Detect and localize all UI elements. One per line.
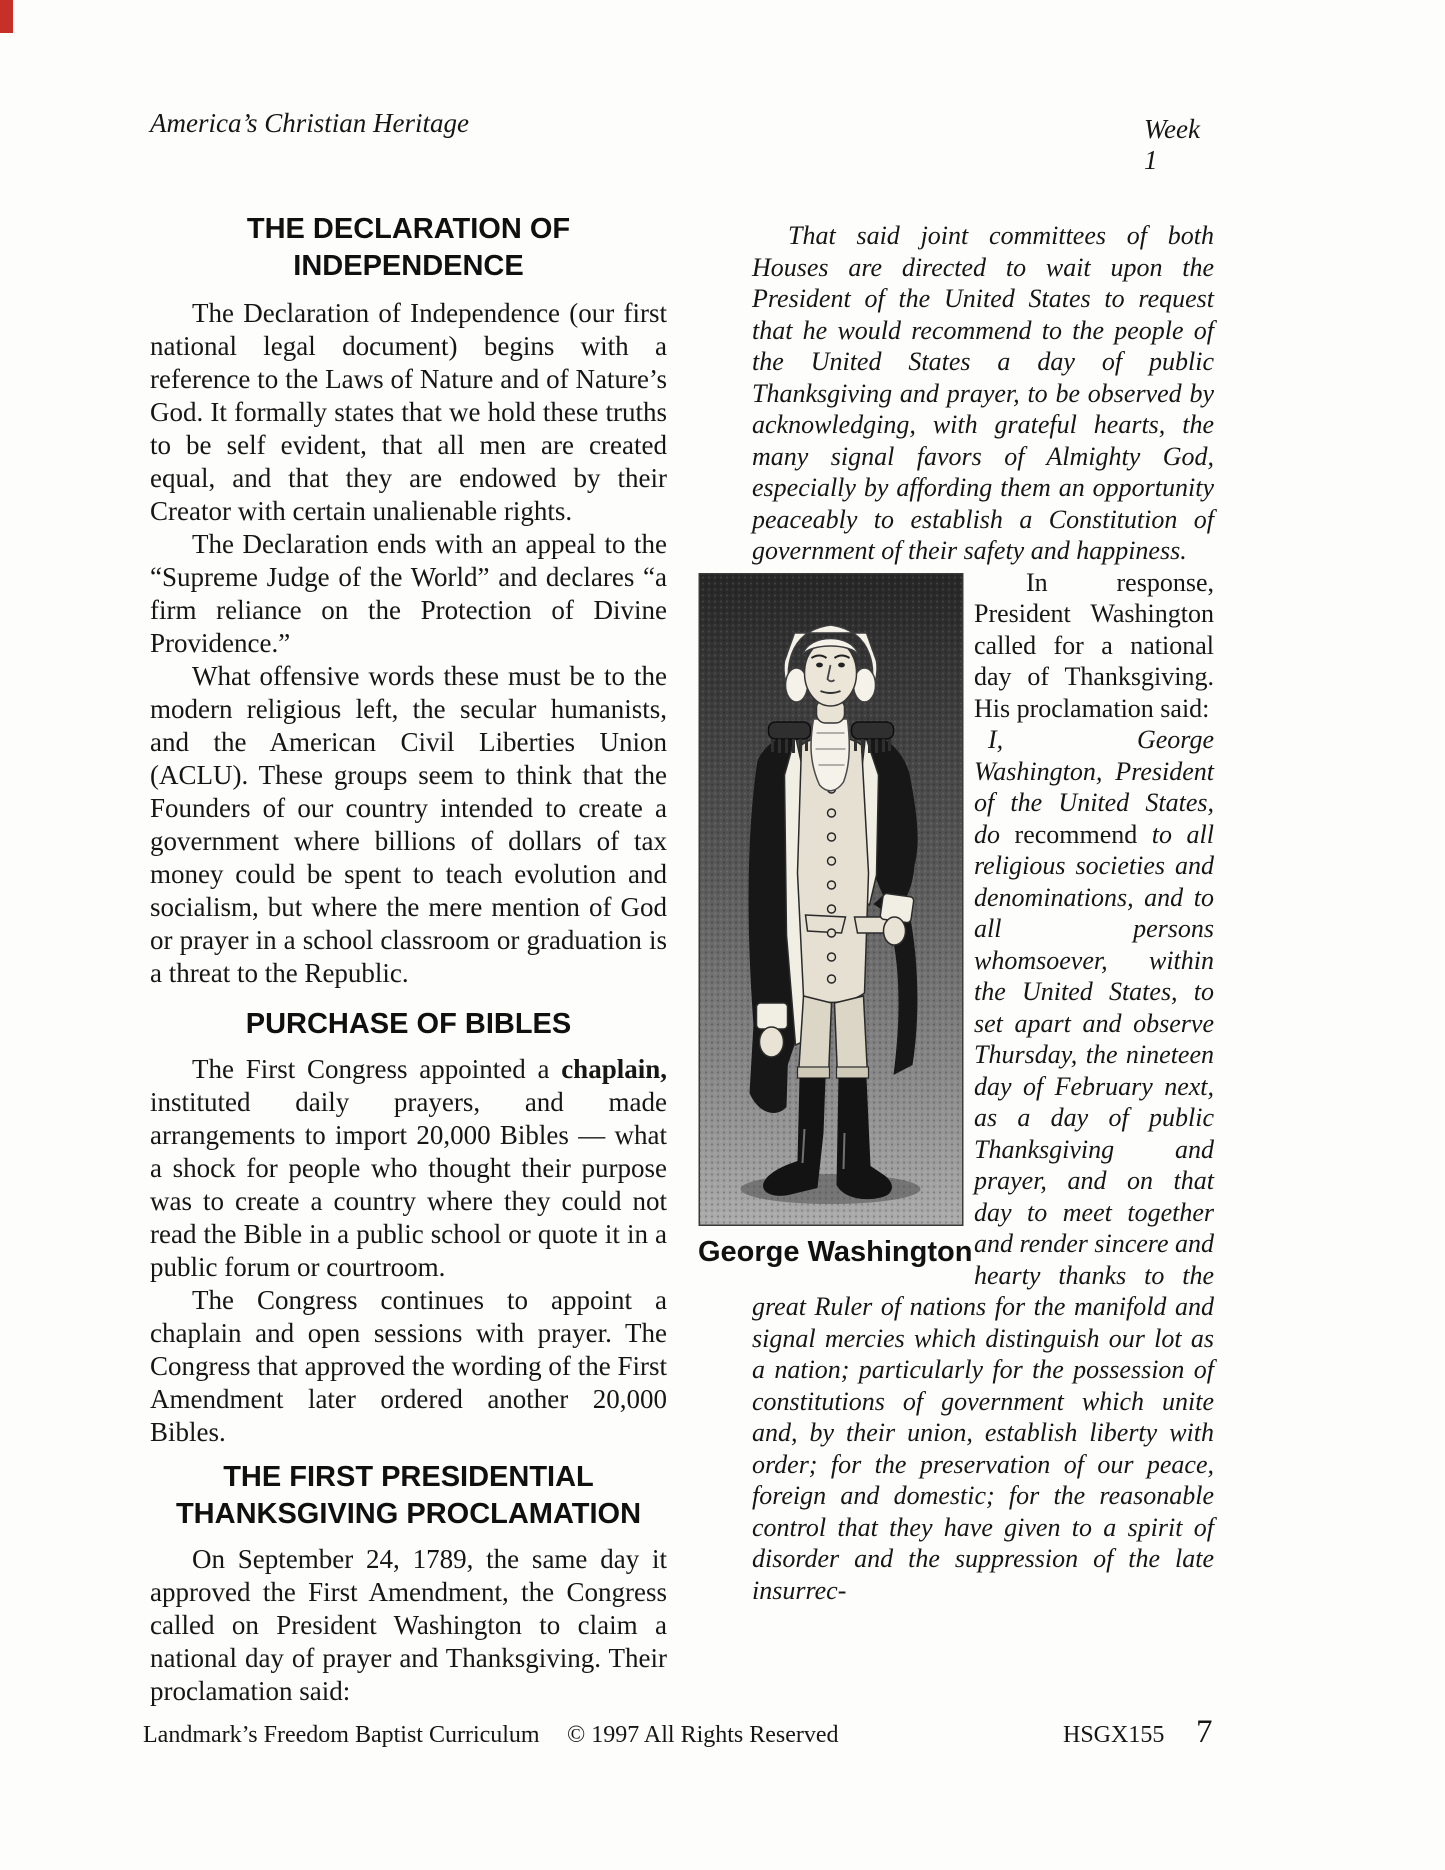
running-header-week: Week 1	[1144, 114, 1200, 175]
heading-line: THE FIRST PRESIDENTIAL	[223, 1461, 594, 1493]
paragraph-declaration-3: What offensive words these must be to the modern religious left, the secular humanists, and the American Civil Liberties Union (ACLU). These groups seem to think that the Founders of our country intended to create a government where billions of dollars of tax money could be spent to teach evolution and socialism, but where the mere mention of God or prayer in a school classroom or graduation is a threat to the Republic.	[150, 661, 667, 988]
response-paragraph: In response, President Washington called for a national day of Thanksgiving. His proclamation said:	[974, 567, 1214, 723]
running-header	[150, 108, 1215, 175]
footer-copyright: © 1997 All Rights Reserved	[567, 1722, 839, 1748]
text-run: instituted daily prayers, and made arrangements to import 20,000 Bibles — what a shock for people who thought their purpose was to create a country where they could not read the Bible in a public school or quote it in a public forum or courtroom.	[150, 1087, 667, 1282]
section-heading-declaration	[150, 211, 667, 285]
text-run-roman: recommend	[1014, 819, 1152, 849]
footer-publisher: Landmark’s Freedom Baptist Curriculum	[143, 1722, 540, 1748]
page-footer	[0, 1714, 1445, 1772]
bold-word-chaplain: chaplain,	[561, 1054, 667, 1084]
paragraph-declaration-1: The Declaration of Independence (our first national legal document) begins with a reference to the Laws of Nature and of Nature’s God. It formally states that we hold these truths to be self evident, that all men are created equal, and that they are endowed by their Creator with certain unalienable rights.	[150, 298, 667, 526]
heading-line: THANKSGIVING PROCLAMATION	[175, 1498, 642, 1530]
scan-red-edge-mark	[0, 0, 13, 33]
left-column	[150, 211, 667, 1708]
text-run: The First Congress appointed a	[192, 1054, 562, 1084]
proclamation-quote-1: That said joint committees of both Houses are directed to wait upon the President of the United States to request that he would recommend to the people of the United States a day of public Thanksgiving and prayer, to be observed by acknowledging, with grateful hearts, the many signal favors of Almighty God, especially by affording them an opportunity peaceably to establish a Constitution of government of their safety and happiness.	[752, 221, 1214, 565]
paragraph-bibles-1	[150, 1053, 667, 1284]
paragraph-proclamation-intro: On September 24, 1789, the same day it approved the First Amendment, the Congress called on President Washington to claim a national day of prayer and Thanksgiving. Their proclamation said:	[150, 1544, 667, 1706]
paragraph-declaration-2: The Declaration ends with an appeal to the “Supreme Judge of the World” and declares “a firm reliance on the Protection of Divine Providence.”	[150, 529, 667, 658]
section-heading-purchase-of-bibles: PURCHASE OF BIBLES	[245, 1008, 572, 1040]
figure-caption-george-washington: George Washington	[698, 1235, 973, 1268]
footer-course-code: HSGX155	[1063, 1722, 1165, 1748]
george-washington-illustration	[698, 573, 964, 1226]
section-heading-thanksgiving-proclamation	[150, 1459, 667, 1533]
text-run-italic: I, George Washington, President of the United States, do	[974, 725, 1214, 849]
heading-line: THE DECLARATION OF	[246, 213, 571, 245]
right-column	[698, 220, 1214, 1606]
heading-line: INDEPENDENCE	[293, 250, 524, 282]
george-washington-figure	[698, 573, 973, 1270]
running-header-title: America’s Christian Heritage	[150, 108, 469, 138]
paragraph-bibles-2: The Congress continues to appoint a chaplain and open sessions with prayer. The Congress that approved the wording of the First Amendment later ordered another 20,000 Bibles.	[150, 1285, 667, 1447]
text-run-italic: to all religious societies and denominations, and to all persons whomsoever, within the United States, to set apart and observe Thursday, the nineteen day of February next, as a day of public Thanksgiving and prayer, and on that day to meet together and render sincere and hearty thanks to the great Ruler of nations for the manifold and signal mercies which distinguish our lot as a nation; particularly for the possession of constitutions of government which unite and, by their union, establish liberty with order; for the preservation of our peace, foreign and domestic; for the reasonable control that they have given to a spirit of disorder and the suppression of the late insurrec-	[752, 819, 1214, 1605]
footer-page-number: 7	[1196, 1714, 1213, 1750]
